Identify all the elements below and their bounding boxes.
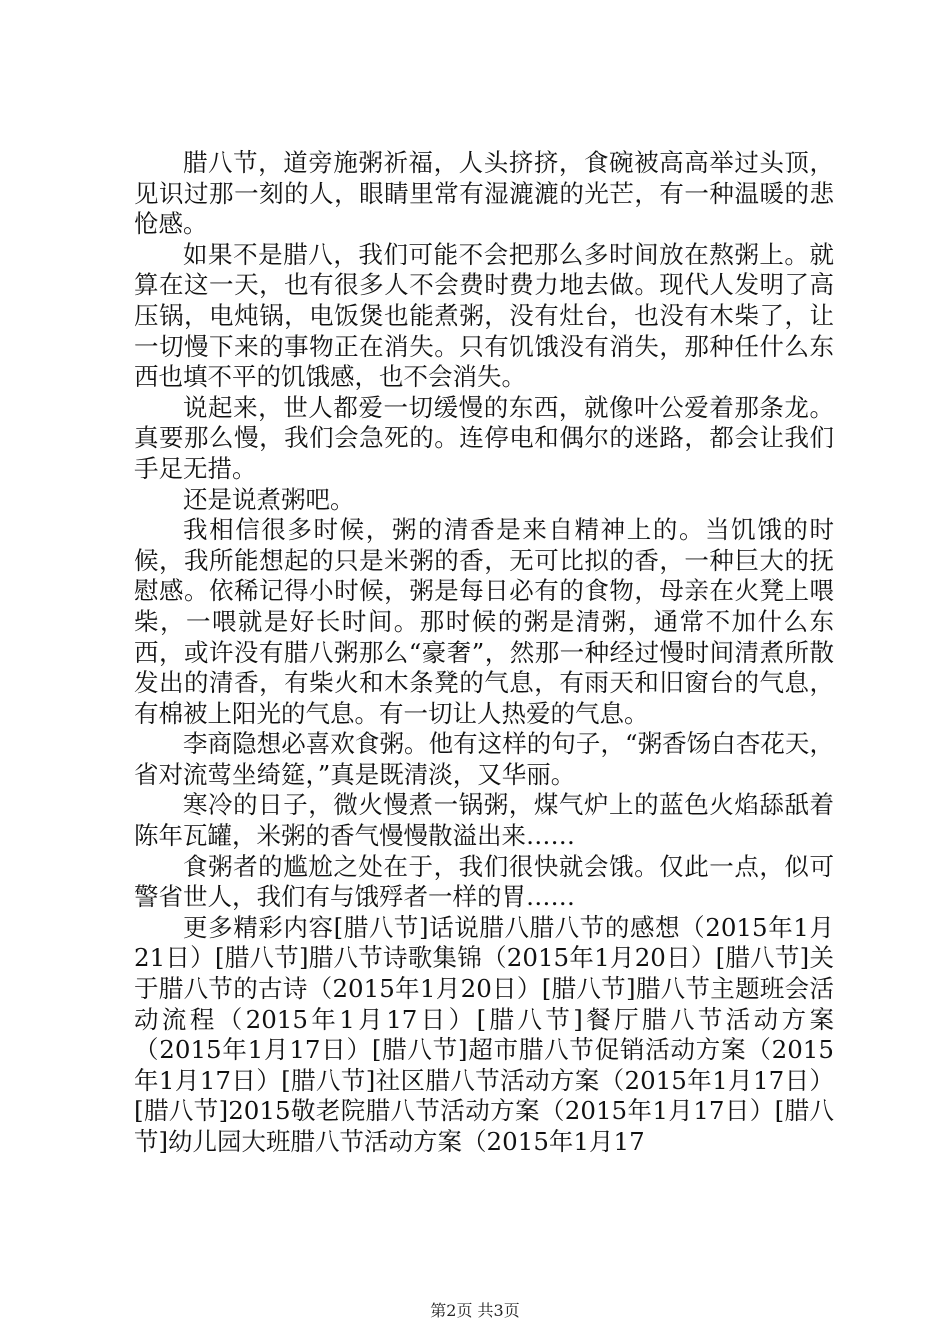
related-links-paragraph: 更多精彩内容[腊八节]话说腊八腊八节的感想（2015年1月21日）[腊八节]腊八节诗歌集锦（2015年1月20日）[腊八节]关于腊八节的古诗（2015年1月20日）[腊八节]腊八节主题班会活动流程（2015年1月17日）[腊八节]餐厅腊八节活动方案（2015年1月17日）[腊八节]超市腊八节促销活动方案（2015年1月17日）[腊八节]社区腊八节活动方案（2015年1月17日）[腊八节]2015敬老院腊八节活动方案（2015年1月17日）[腊八节]幼儿园大班腊八节活动方案（2015年1月17 bbox=[134, 912, 834, 1156]
paragraph: 李商隐想必喜欢食粥。他有这样的句子，“粥香饧白杏花天，省对流莺坐绮筵，”真是既清淡，又华丽。 bbox=[134, 729, 834, 789]
page-number-footer: 第2页 共3页 bbox=[430, 1301, 520, 1320]
paragraph: 如果不是腊八，我们可能不会把那么多时间放在熬粥上。就算在这一天，也有很多人不会费时费力地去做。现代人发明了高压锅，电炖锅，电饭煲也能煮粥，没有灶台，也没有木柴了，让一切慢下来的事物正在消失。只有饥饿没有消失，那种任什么东西也填不平的饥饿感，也不会消失。 bbox=[134, 239, 834, 392]
article-body bbox=[134, 148, 834, 1158]
paragraph: 食粥者的尴尬之处在于，我们很快就会饿。仅此一点，似可警省世人，我们有与饿殍者一样的胃…… bbox=[134, 851, 834, 912]
paragraph: 我相信很多时候，粥的清香是来自精神上的。当饥饿的时候，我所能想起的只是米粥的香，无可比拟的香，一种巨大的抚慰感。依稀记得小时候，粥是每日必有的食物，母亲在火凳上喂柴，一喂就是好长时间。那时候的粥是清粥，通常不加什么东西，或许没有腊八粥那么“豪奢”，然那一种经过慢时间清煮所散发出的清香，有柴火和木条凳的气息，有雨天和旧窗台的气息，有棉被上阳光的气息。有一切让人热爱的气息。 bbox=[134, 515, 834, 728]
paragraph: 寒冷的日子，微火慢煮一锅粥，煤气炉上的蓝色火焰舔舐着陈年瓦罐，米粥的香气慢慢散溢出来…… bbox=[134, 790, 834, 851]
paragraph: 腊八节，道旁施粥祈福，人头挤挤，食碗被高高举过头顶，见识过那一刻的人，眼睛里常有湿漉漉的光芒，有一种温暖的悲怆感。 bbox=[134, 148, 834, 239]
paragraph: 还是说煮粥吧。 bbox=[183, 484, 355, 514]
paragraph: 说起来，世人都爱一切缓慢的东西，就像叶公爱着那条龙。真要那么慢，我们会急死的。连停电和偶尔的迷路，都会让我们手足无措。 bbox=[134, 392, 834, 483]
